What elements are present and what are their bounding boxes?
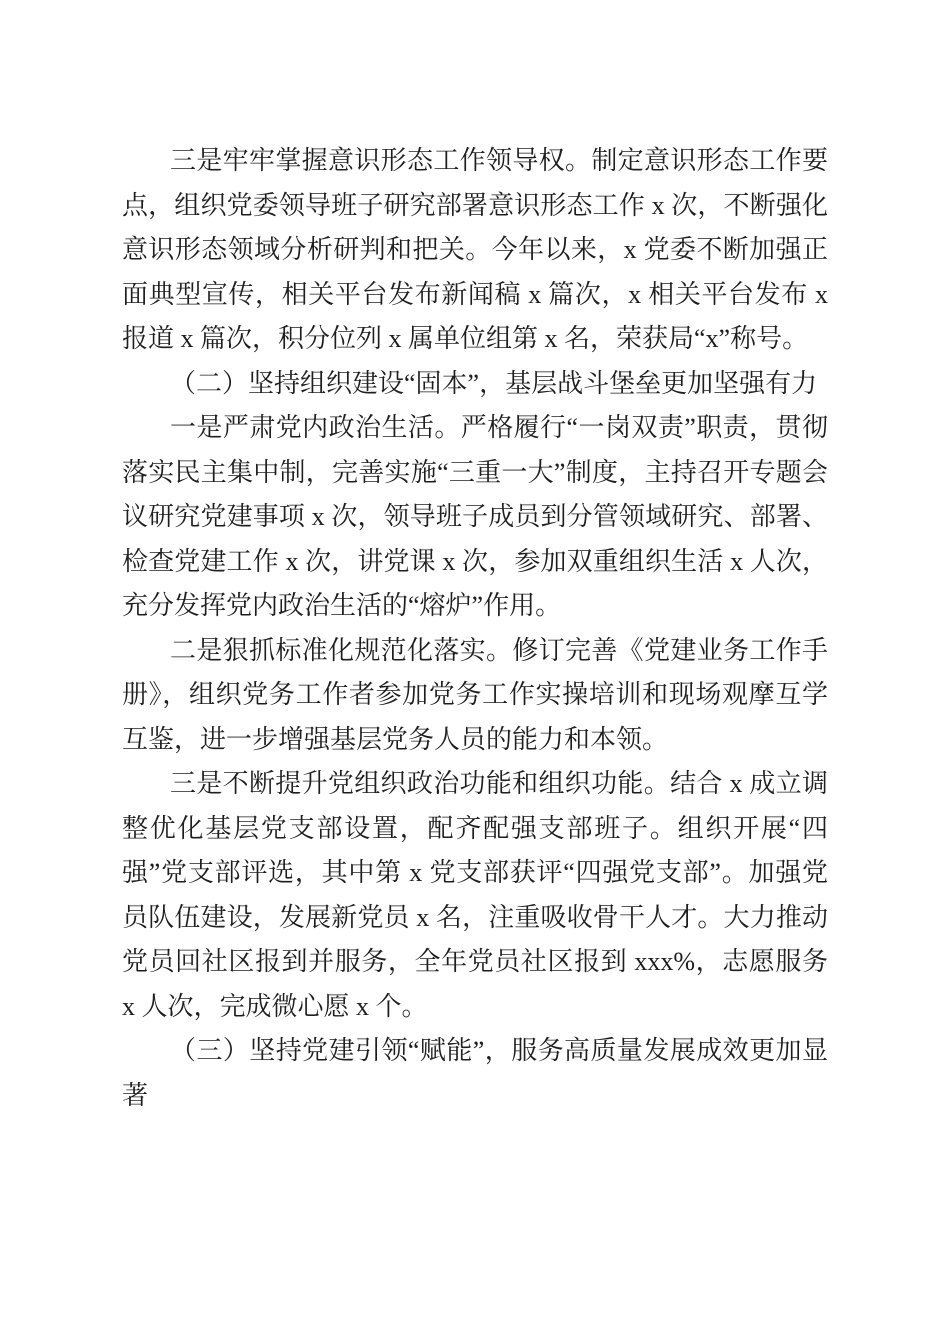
body-paragraph: 二是狠抓标准化规范化落实。修订完善《党建业务工作手册》，组织党务工作者参加党务工作实操培训和现场观摩互学互鉴，进一步增强基层党务人员的能力和本领。 — [122, 635, 828, 754]
body-paragraph: 三是不断提升党组织政治功能和组织功能。结合 x 成立调整优化基层党支部设置，配齐配强支部班子。组织开展“四强”党支部评选，其中第 x 党支部获评“四强党支部”。加强党员队伍建设，发展新党员 x 名，注重吸收骨干人才。大力推动党员回社区报到并服务，全年党员社区报到 xxx%，志愿服务 x 人次，完成微心愿 x 个。 — [122, 769, 828, 1021]
section-heading: （三）坚持党建引领“赋能”，服务高质量发展成效更加显著 — [122, 1036, 828, 1110]
body-paragraph: 三是牢牢掌握意识形态工作领导权。制定意识形态工作要点，组织党委领导班子研究部署意识形态工作 x 次，不断强化意识形态领域分析研判和把关。今年以来，x 党委不断加强正面典型宣传，相关平台发布新闻稿 x 篇次，x 相关平台发布 x 报道 x 篇次，积分位列 x 属单位组第 x 名，荣获局“x”称号。 — [122, 146, 828, 353]
section-heading: （二）坚持组织建设“固本”，基层战斗堡垒更加坚强有力 — [170, 368, 818, 398]
document-body — [122, 139, 828, 1118]
body-paragraph: 一是严肃党内政治生活。严格履行“一岗双责”职责，贯彻落实民主集中制，完善实施“三重一大”制度，主持召开专题会议研究党建事项 x 次，领导班子成员到分管领域研究、部署、检查党建工作 x 次，讲党课 x 次，参加双重组织生活 x 人次，充分发挥党内政治生活的“熔炉”作用。 — [122, 413, 828, 620]
